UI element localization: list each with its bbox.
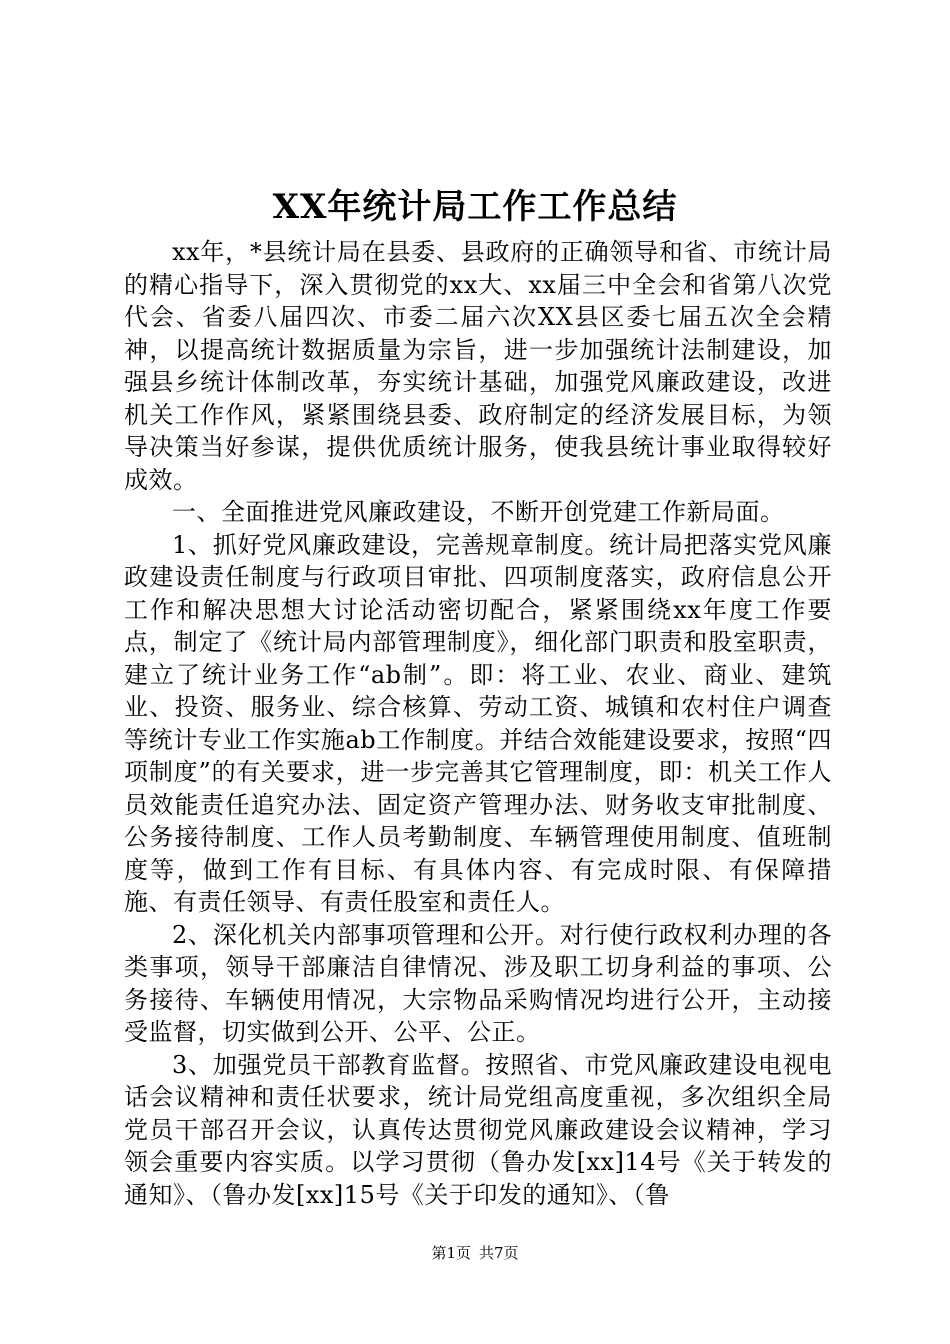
page-footer	[0, 1243, 950, 1263]
document-body	[124, 236, 832, 1211]
page-number: 第1页	[431, 1244, 471, 1262]
document-title: XX年统计局工作工作总结	[272, 187, 678, 227]
paragraph-intro: xx年，*县统计局在县委、县政府的正确领导和省、市统计局的精心指导下，深入贯彻党的xx大、xx届三中全会和省第八次党代会、省委八届四次、市委二届六次XX县区委七届五次全会精神，以提高统计数据质量为宗旨，进一步加强统计法制建设，加强县乡统计体制改革，夯实统计基础，加强党风廉政建设，改进机关工作作风，紧紧围绕县委、政府制定的经济发展目标，为领导决策当好参谋，提供优质统计服务，使我县统计事业取得较好成效。	[124, 238, 832, 494]
section-heading-1: 一、全面推进党风廉政建设，不断开创党建工作新局面。	[172, 498, 785, 526]
paragraph-item-1: 1、抓好党风廉政建设，完善规章制度。统计局把落实党风廉政建设责任制度与行政项目审批、四项制度落实，政府信息公开工作和解决思想大讨论活动密切配合，紧紧围绕xx年度工作要点，制定了《统计局内部管理制度》，细化部门职责和股室职责，建立了统计业务工作“ab制”。即：将工业、农业、商业、建筑业、投资、服务业、综合核算、劳动工资、城镇和农村住户调查等统计专业工作实施ab工作制度。并结合效能建设要求，按照“四项制度”的有关要求，进一步完善其它管理制度，即：机关工作人员效能责任追究办法、固定资产管理办法、财务收支审批制度、公务接待制度、工作人员考勤制度、车辆管理使用制度、值班制度等，做到工作有目标、有具体内容、有完成时限、有保障措施、有责任领导、有责任股室和责任人。	[124, 530, 832, 916]
page-total: 共7页	[479, 1244, 519, 1262]
paragraph-item-2: 2、深化机关内部事项管理和公开。对行使行政权利办理的各类事项，领导干部廉洁自律情况、涉及职工切身利益的事项、公务接待、车辆使用情况，大宗物品采购情况均进行公开，主动接受监督，切实做到公开、公平、公正。	[124, 920, 832, 1046]
paragraph-item-3: 3、加强党员干部教育监督。按照省、市党风廉政建设电视电话会议精神和责任状要求，统计局党组高度重视，多次组织全局党员干部召开会议，认真传达贯彻党风廉政建设会议精神，学习领会重要内容实质。以学习贯彻（鲁办发[xx]14号《关于转发的通知》、（鲁办发[xx]15号《关于印发的通知》、（鲁	[124, 1050, 832, 1209]
